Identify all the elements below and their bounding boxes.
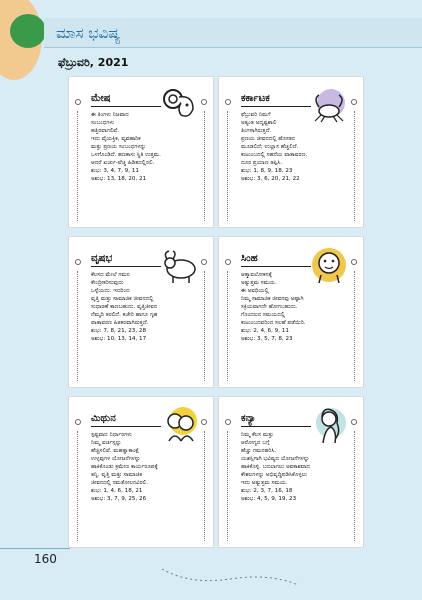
card-body: ಸ್ಪಷ್ಟವಾದ ನಿರ್ಧಾರಗಳು ನಿಮ್ಮ ವರ್ಚಸ್ಸನ್ನು ಹೆಚ್ಚಿಸಲಿವೆ. ಮಹತ್ವಾಕಾಂಕ್ಷೆ ಉಳ್ಳವುಗಳ ಯೋಜನೆಗಳನ್ನು ಹಾಕಿಕೊಂಡು ಕ್ರಮೇಣ ಕಾರ್ಯರೂಪಕ್ಕೆ ತನ್ನಿ. ವೃತ್ತಿ ಮತ್ತು ಸಾಮಾಜಿಕ ಜೀವನದಲ್ಲಿ ಸಮತೋಲನವಿರಲಿ. ಶುಭ: 1, 4, 6, 18, 21 ಅಶುಭ: 3, 7, 9, 25, 26 — [91, 432, 158, 502]
card-body: ನಿಮ್ಮ ಕೆಲಸ ಮತ್ತು ಆರೋಗ್ಯದ ಬಗ್ಗೆ ಹೆಚ್ಚು ಗಮನಹರಿಸಿ. ಯಶಸ್ಸಿಗಾಗಿ ಭವಿಷ್ಯದ ಯೋಜನೆಗಳನ್ನು ಹಾಕಿಕೊಳ್ಳಿ. ಬದಲಾಗಲು ಅವಕಾಶವಾದ ಕೌಶಲಗಳನ್ನು ಅಭಿವೃದ್ಧಿಪಡಿಸಿಕೊಳ್ಳಲು ಇದು ಅತ್ಯುತ್ತಮ ಸಮಯ. ಶುಭ: 2, 3, 7, 16, 18 ಅಶುಭ: 4, 5, 9, 19, 23 — [241, 432, 310, 502]
footer-rule — [0, 548, 70, 549]
sign-title: ಮೇಷ — [91, 93, 111, 104]
card-body: ಫೆಬ್ರುವರಿ ನಿಮಗೆ ಅತ್ಯಂತ ಅದೃಷ್ಟಶಾಲಿ ತಿಂಗಳಾಗಿರುತ್ತದೆ. ಪ್ರಣಯ ಜೀವನದಲ್ಲಿ ಹೊಸತನ ಮೂಡಲಿದೆ; ಉಲ್ಲಾಸ ಹೆಚ್ಚಲಿದೆ. ಕುಟುಂಬದಲ್ಲಿ ಸಹನೆಯ ವಾತಾವರಣ. ದೂರ ಪ್ರಯಾಣ ತಪ್ಪಿಸಿ. ಶುಭ: 1, 8, 9, 18, 23 ಅಶುಭ: 3, 6, 20, 21, 22 — [241, 112, 308, 182]
sign-title: ವೃಷಭ — [91, 253, 113, 264]
card-body: ಆತ್ಮಾವಲೋಕನಕ್ಕೆ ಅತ್ಯುತ್ತಮ ಸಮಯ. ಈ ಅವಧಿಯಲ್ಲಿ ನಿಮ್ಮ ಸಾಮಾಜಿಕ ಜೀವನವು ಅಷ್ಟಾಗಿ ಸಕ್ರಿಯವಾಗದೇ ಹೋಗಬಹುದು. ಗೊಂದಲದ ಸಮಯದಲ್ಲಿ ಕುಟುಂಬದವರಿಂದ ಸಲಹೆ ಪಡೆಯಿರಿ. ಶುಭ: 2, 4, 6, 9, 11 ಅಶುಭ: 3, 5, 7, 8, 23 — [241, 272, 306, 342]
page-number: 160 — [34, 552, 57, 566]
sign-title: ಮಿಥುನ — [91, 413, 116, 424]
corner-decoration-green — [10, 14, 46, 48]
sign-title: ಸಿಂಹ — [241, 253, 258, 264]
card-body: ಈ ತಿಂಗಳು ನಿಜವಾದ ಸಂಬಂಧಗಳು ಹತ್ತಿರವಾಗಲಿವೆ. ಇದು ವೈಯಕ್ತಿಕ, ವ್ಯವಹಾರಿಕ ಮತ್ತು ಪ್ರಣಯ ಸಂಬಂಧಗಳನ್ನು ಒಳಗೊಂಡಿದೆ. ಹಣಕಾಸು ಸ್ಥಿತಿ ಉತ್ತಮ. ಆದರೆ ಖರ್ಚು-ವೆಚ್ಚ ಹಿಡಿತದಲ್ಲಿರಲಿ. ಶುಭ: 3, 4, 7, 9, 11 ಅಶುಭ: 13, 18, 20, 21 — [91, 112, 161, 182]
horoscope-card-simha — [218, 236, 364, 388]
horoscope-card-mesha — [68, 76, 214, 228]
sign-title: ಕನ್ಯಾ — [241, 413, 256, 424]
section-title: ಮಾಸ ಭವಿಷ್ಯ — [56, 24, 121, 42]
horoscope-card-karkataka — [218, 76, 364, 228]
horoscope-card-kanya — [218, 396, 364, 548]
dotted-trail-decoration — [160, 565, 300, 589]
month-label: ಫೆಬ್ರುವರಿ, 2021 — [58, 56, 129, 69]
sign-title: ಕರ್ಕಾಟಕ — [241, 93, 270, 104]
horoscope-card-mithuna — [68, 396, 214, 548]
card-body: ಕೆಲಸದ ಮೇಲೆ ಗಮನ ಕೇಂದ್ರೀಕರಿಸುವುದು ಒಳ್ಳೆಯದು. ಇದರಿಂದ ವೃತ್ತಿ ಮತ್ತು ಸಾಮಾಜಿಕ ಜೀವನದಲ್ಲಿ ಸುಧಾರಣೆ ಕಾಣಬಹುದು. ವೃತ್ತಿಜೀವನ ನೆಮ್ಮದಿ ತರಲಿದೆ. ಕಚೇರಿ ಹಾಗೂ ಗೃಹ ವಾತಾವರಣ ಹಿತಕರವಾಗಿರುತ್ತದೆ. ಶುಭ: 7, 8, 21, 23, 28 ಅಶುಭ: 10, 13, 14, 17 — [91, 272, 158, 342]
horoscope-card-vrushabha — [68, 236, 214, 388]
